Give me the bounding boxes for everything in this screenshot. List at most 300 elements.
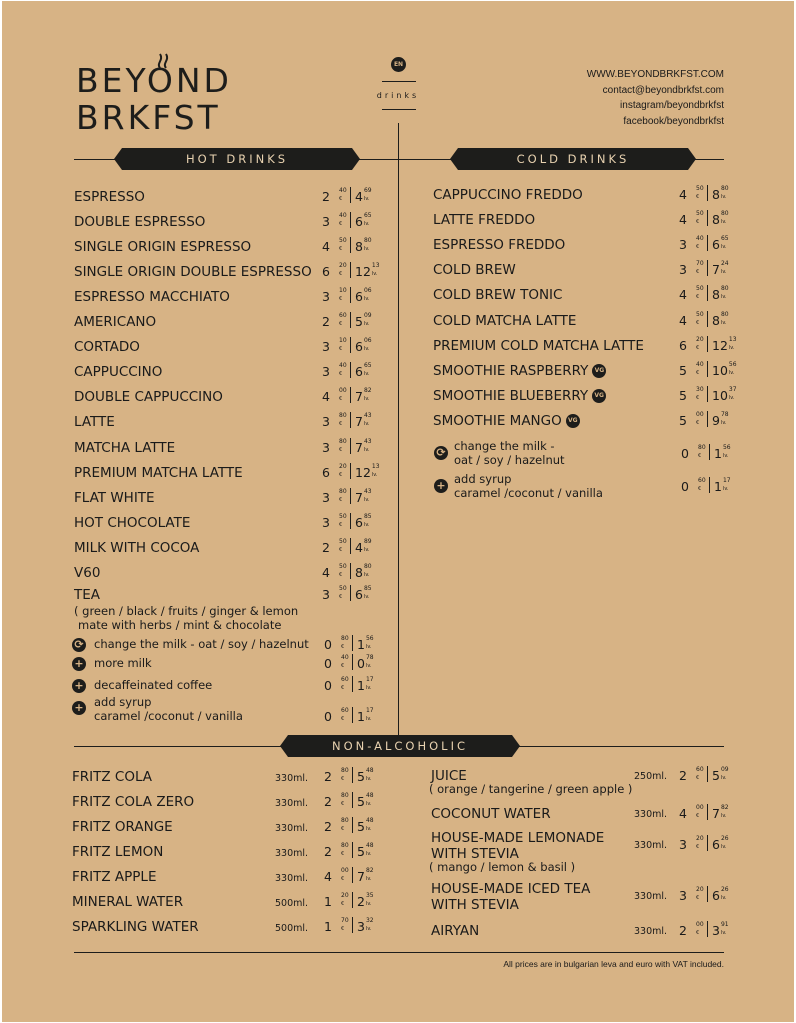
price-lv: 6 06 lv. xyxy=(355,287,372,304)
hot-item-name: LATTE xyxy=(74,414,115,430)
price xyxy=(679,804,729,822)
price-eur: 0 60 € xyxy=(324,676,349,693)
price-lv: 12 13 lv. xyxy=(712,336,737,353)
currency-lv: lv. xyxy=(720,294,727,300)
price-lv: 3 32 lv. xyxy=(357,917,374,934)
price-lv: 5 48 lv. xyxy=(357,767,374,784)
footer-note: All prices are in bulgarian leva and euro with VAT included. xyxy=(503,959,724,969)
price-lv: 6 65 lv. xyxy=(712,235,729,252)
price-eur-cents: 50 xyxy=(339,563,347,570)
price-eur: 2 80 € xyxy=(324,792,349,809)
price-lv-cents: 26 xyxy=(720,886,729,893)
hot-item-name: SINGLE ORIGIN ESPRESSO xyxy=(74,239,252,255)
price-lv-cents: 91 xyxy=(720,921,729,928)
price-lv-cents: 85 xyxy=(363,585,372,592)
price xyxy=(679,766,729,784)
price-eur: 0 80 € xyxy=(324,635,349,652)
swap-icon: ⟳ xyxy=(434,446,448,460)
price-lv: 6 26 lv. xyxy=(712,886,729,903)
extra-text: more milk xyxy=(94,656,152,670)
non-alcoholic-banner: NON-ALCOHOLIC xyxy=(288,735,512,757)
extra-text: caramel /coconut / vanilla xyxy=(454,486,603,500)
price-lv: 3 91 lv. xyxy=(712,921,729,938)
currency-lv: lv. xyxy=(720,420,727,426)
price-lv: 1 17 lv. xyxy=(357,676,374,693)
currency-eur: € xyxy=(339,271,343,277)
price xyxy=(681,444,731,462)
currency-lv: lv. xyxy=(728,395,735,401)
price xyxy=(679,886,729,904)
currency-eur: € xyxy=(696,370,700,376)
price-lv-cents: 65 xyxy=(363,362,372,369)
price-lv-cents: 13 xyxy=(371,463,380,470)
currency-lv: lv. xyxy=(720,194,727,200)
price-eur: 3 10 € xyxy=(322,337,347,354)
price-lv-cents: 89 xyxy=(363,538,372,545)
price-eur: 0 40 € xyxy=(324,654,349,671)
hot-item-name: MILK WITH COCOA xyxy=(74,540,200,556)
price-lv-cents: 13 xyxy=(371,262,380,269)
price-eur-cents: 80 xyxy=(698,444,706,451)
price-eur-cents: 40 xyxy=(339,187,347,194)
hot-item-name: CAPPUCCINO xyxy=(74,364,163,380)
price-lv-cents: 80 xyxy=(720,185,729,192)
price-eur: 1 20 € xyxy=(324,892,349,909)
volume: 250ml. xyxy=(634,771,668,782)
currency-eur: € xyxy=(341,851,345,857)
price-lv-cents: 43 xyxy=(363,438,372,445)
price-eur-cents: 50 xyxy=(696,285,704,292)
price-lv: 8 80 lv. xyxy=(712,285,729,302)
facebook-link[interactable]: facebook/beyondbrkfst xyxy=(623,115,724,127)
drink-name: FRITZ COLA xyxy=(72,769,153,785)
contact-block xyxy=(587,67,724,129)
currency-lv: lv. xyxy=(365,663,372,669)
price xyxy=(679,835,729,853)
price xyxy=(322,187,372,205)
price-eur: 3 50 € xyxy=(322,585,347,602)
price-eur-cents: 80 xyxy=(341,635,349,642)
currency-lv: lv. xyxy=(371,271,378,277)
price-eur-cents: 50 xyxy=(696,210,704,217)
price-divider xyxy=(350,237,351,253)
price-eur: 2 00 € xyxy=(679,921,704,938)
volume: 500ml. xyxy=(275,898,309,909)
price-lv-cents: 56 xyxy=(365,635,374,642)
price-divider xyxy=(352,817,353,833)
price-eur: 0 60 € xyxy=(681,477,706,494)
price-divider xyxy=(352,867,353,883)
price-lv: 0 78 lv. xyxy=(357,654,374,671)
tea-note: ( green / black / fruits / ginger & lemon xyxy=(74,604,299,618)
currency-eur: € xyxy=(341,716,345,722)
language-badge[interactable]: EN xyxy=(391,57,406,72)
drink-name: FRITZ COLA ZERO xyxy=(72,794,195,810)
price-lv: 7 43 lv. xyxy=(355,488,372,505)
price-lv-cents: 17 xyxy=(365,707,374,714)
price xyxy=(324,635,374,653)
price-divider xyxy=(350,262,351,278)
price-lv: 7 24 lv. xyxy=(712,260,729,277)
drink-note: ( orange / tangerine / green apple ) xyxy=(429,782,633,796)
price-lv: 4 89 lv. xyxy=(355,538,372,555)
volume: 330ml. xyxy=(275,823,309,834)
price-eur: 4 00 € xyxy=(679,804,704,821)
price-divider xyxy=(707,804,708,820)
currency-lv: lv. xyxy=(365,716,372,722)
volume: 330ml. xyxy=(275,873,309,884)
price-lv-cents: 80 xyxy=(363,237,372,244)
price-eur: 3 40 € xyxy=(679,235,704,252)
currency-eur: € xyxy=(341,826,345,832)
price xyxy=(322,538,372,556)
currency-lv: lv. xyxy=(728,345,735,351)
currency-eur: € xyxy=(339,572,343,578)
price-lv-cents: 13 xyxy=(728,336,737,343)
currency-eur: € xyxy=(339,246,343,252)
hot-item-name: MATCHA LATTE xyxy=(74,440,176,456)
website-link[interactable]: WWW.BEYONDBRKFST.COM xyxy=(586,69,724,80)
price xyxy=(322,412,372,430)
vegan-icon: VG xyxy=(566,414,580,428)
price-divider xyxy=(707,386,708,402)
price-lv: 1 56 lv. xyxy=(714,444,731,461)
price-divider xyxy=(707,311,708,327)
drink-name: FRITZ ORANGE xyxy=(72,819,173,835)
currency-lv: lv. xyxy=(363,547,370,553)
price-lv: 6 65 lv. xyxy=(355,212,372,229)
volume: 330ml. xyxy=(634,926,668,937)
cold-item-name: SMOOTHIE RASPBERRY VG xyxy=(433,363,606,379)
currency-lv: lv. xyxy=(720,844,727,850)
price-lv: 5 48 lv. xyxy=(357,842,374,859)
price-lv: 8 80 lv. xyxy=(712,185,729,202)
extra-text: caramel /coconut / vanilla xyxy=(94,709,243,723)
price-lv: 7 82 lv. xyxy=(357,867,374,884)
currency-lv: lv. xyxy=(363,396,370,402)
price-divider xyxy=(707,411,708,427)
price-lv: 12 13 lv. xyxy=(355,262,380,279)
price-lv: 5 09 lv. xyxy=(712,766,729,783)
price-eur: 3 80 € xyxy=(322,412,347,429)
hot-drinks-banner: HOT DRINKS xyxy=(122,148,352,170)
price-eur: 6 20 € xyxy=(322,262,347,279)
price-eur-cents: 10 xyxy=(339,287,347,294)
price xyxy=(324,707,374,725)
currency-lv: lv. xyxy=(363,572,370,578)
price-eur-cents: 50 xyxy=(339,538,347,545)
currency-eur: € xyxy=(339,221,343,227)
plus-icon: + xyxy=(434,479,448,493)
price-lv: 1 17 lv. xyxy=(357,707,374,724)
volume: 330ml. xyxy=(634,840,668,851)
price-lv-cents: 43 xyxy=(363,412,372,419)
price-divider xyxy=(350,412,351,428)
price xyxy=(681,477,731,495)
price xyxy=(322,312,372,330)
currency-eur: € xyxy=(339,594,343,600)
currency-eur: € xyxy=(696,294,700,300)
volume: 330ml. xyxy=(634,891,668,902)
price xyxy=(322,237,372,255)
currency-eur: € xyxy=(339,346,343,352)
price-eur-cents: 50 xyxy=(696,185,704,192)
cold-item-name: ESPRESSO FREDDO xyxy=(433,237,566,253)
price-eur: 0 60 € xyxy=(324,707,349,724)
price-eur-cents: 00 xyxy=(696,411,704,418)
currency-eur: € xyxy=(341,801,345,807)
price-lv-cents: 82 xyxy=(365,867,374,874)
price-eur-cents: 70 xyxy=(341,917,349,924)
price-eur: 4 50 € xyxy=(679,210,704,227)
currency-lv: lv. xyxy=(720,895,727,901)
price-lv: 7 43 lv. xyxy=(355,412,372,429)
price-eur: 5 00 € xyxy=(679,411,704,428)
price xyxy=(324,892,374,910)
price xyxy=(322,387,372,405)
price-lv: 6 65 lv. xyxy=(355,362,372,379)
currency-lv: lv. xyxy=(371,472,378,478)
currency-lv: lv. xyxy=(720,775,727,781)
price-lv-cents: 80 xyxy=(720,210,729,217)
price-eur: 2 50 € xyxy=(322,538,347,555)
price-divider xyxy=(352,635,353,651)
price-eur: 2 60 € xyxy=(679,766,704,783)
price xyxy=(679,361,737,379)
price xyxy=(322,463,380,481)
price xyxy=(324,917,374,935)
logo-line2: BRKFST xyxy=(76,98,221,137)
cold-item-name: PREMIUM COLD MATCHA LATTE xyxy=(433,338,644,354)
currency-lv: lv. xyxy=(363,522,370,528)
price xyxy=(679,260,729,278)
price-divider xyxy=(707,835,708,851)
price xyxy=(679,185,729,203)
price-lv-cents: 17 xyxy=(722,477,731,484)
price-lv-cents: 82 xyxy=(363,387,372,394)
price-eur-cents: 50 xyxy=(696,311,704,318)
price-lv: 5 09 lv. xyxy=(355,312,372,329)
currency-lv: lv. xyxy=(363,371,370,377)
cold-item-name: COLD MATCHA LATTE xyxy=(433,313,577,329)
price-lv-cents: 09 xyxy=(720,766,729,773)
vegan-icon: VG xyxy=(592,389,606,403)
price-eur-cents: 00 xyxy=(341,867,349,874)
price-eur-cents: 10 xyxy=(339,337,347,344)
price-eur: 3 80 € xyxy=(322,488,347,505)
currency-eur: € xyxy=(696,895,700,901)
currency-eur: € xyxy=(341,663,345,669)
price xyxy=(679,235,729,253)
drink-name: FRITZ APPLE xyxy=(72,869,157,885)
currency-eur: € xyxy=(696,194,700,200)
drink-name: COCONUT WATER xyxy=(431,806,551,822)
price-divider xyxy=(352,842,353,858)
price-divider xyxy=(352,917,353,933)
currency-eur: € xyxy=(696,813,700,819)
currency-lv: lv. xyxy=(363,296,370,302)
price-lv: 8 80 lv. xyxy=(355,237,372,254)
currency-lv: lv. xyxy=(365,776,372,782)
section-label: drinks xyxy=(376,91,420,100)
price-divider xyxy=(350,337,351,353)
price-eur: 2 80 € xyxy=(324,842,349,859)
price-lv: 12 13 lv. xyxy=(355,463,380,480)
price-divider xyxy=(350,287,351,303)
price-eur-cents: 20 xyxy=(696,835,704,842)
price-lv: 8 80 lv. xyxy=(712,210,729,227)
drink-name: HOUSE-MADE LEMONADE xyxy=(431,830,605,846)
price xyxy=(679,285,729,303)
price-lv-cents: 69 xyxy=(363,187,372,194)
price-eur-cents: 60 xyxy=(696,766,704,773)
hot-item-name: DOUBLE ESPRESSO xyxy=(74,214,206,230)
price-lv-cents: 48 xyxy=(365,817,374,824)
currency-lv: lv. xyxy=(365,826,372,832)
currency-eur: € xyxy=(696,345,700,351)
plus-icon: + xyxy=(72,679,86,693)
price-lv: 7 82 lv. xyxy=(355,387,372,404)
price-eur: 4 50 € xyxy=(322,563,347,580)
price-lv-cents: 78 xyxy=(365,654,374,661)
price-divider xyxy=(707,185,708,201)
currency-eur: € xyxy=(698,453,702,459)
currency-eur: € xyxy=(696,930,700,936)
price-lv: 8 80 lv. xyxy=(712,311,729,328)
price-eur: 1 70 € xyxy=(324,917,349,934)
hot-item-name: V60 xyxy=(74,565,101,581)
price-eur: 4 50 € xyxy=(679,311,704,328)
currency-lv: lv. xyxy=(363,346,370,352)
price xyxy=(324,767,374,785)
price xyxy=(322,262,380,280)
price-divider xyxy=(352,676,353,692)
price-eur-cents: 50 xyxy=(339,585,347,592)
menu-page xyxy=(2,1,794,1022)
price xyxy=(679,336,737,354)
drink-name: MINERAL WATER xyxy=(72,894,184,910)
drink-name: WITH STEVIA xyxy=(431,846,519,862)
plus-icon: + xyxy=(72,657,86,671)
price-lv-cents: 65 xyxy=(363,212,372,219)
price xyxy=(322,438,372,456)
currency-eur: € xyxy=(339,497,343,503)
price-lv-cents: 78 xyxy=(720,411,729,418)
price-lv-cents: 17 xyxy=(365,676,374,683)
price-eur: 3 70 € xyxy=(679,260,704,277)
hot-item-name: FLAT WHITE xyxy=(74,490,155,506)
price-divider xyxy=(350,585,351,601)
currency-lv: lv. xyxy=(720,320,727,326)
price-eur: 3 40 € xyxy=(322,362,347,379)
price-eur-cents: 60 xyxy=(341,707,349,714)
cold-item-name: COLD BREW TONIC xyxy=(433,287,563,303)
price-divider xyxy=(350,488,351,504)
price-lv: 1 56 lv. xyxy=(357,635,374,652)
drink-name: AIRYAN xyxy=(431,923,480,939)
price-divider xyxy=(350,563,351,579)
price-divider xyxy=(352,792,353,808)
volume: 330ml. xyxy=(634,809,668,820)
price-lv-cents: 56 xyxy=(728,361,737,368)
currency-eur: € xyxy=(341,926,345,932)
price-divider xyxy=(352,654,353,670)
price xyxy=(324,792,374,810)
price-lv-cents: 06 xyxy=(363,337,372,344)
currency-eur: € xyxy=(696,395,700,401)
email-link[interactable]: contact@beyondbrkfst.com xyxy=(602,84,724,96)
currency-eur: € xyxy=(696,320,700,326)
hot-item-name: DOUBLE CAPPUCCINO xyxy=(74,389,223,405)
cold-drinks-banner: COLD DRINKS xyxy=(458,148,688,170)
price-eur-cents: 60 xyxy=(341,676,349,683)
hot-item-name: AMERICANO xyxy=(74,314,157,330)
price-lv-cents: 24 xyxy=(720,260,729,267)
price-eur: 2 60 € xyxy=(322,312,347,329)
price-eur-cents: 60 xyxy=(698,477,706,484)
price-divider xyxy=(350,387,351,403)
price-divider xyxy=(707,260,708,276)
price-eur: 2 40 € xyxy=(322,187,347,204)
price-eur-cents: 50 xyxy=(339,513,347,520)
cold-item-name: SMOOTHIE BLUEBERRY VG xyxy=(433,388,606,404)
price-lv-cents: 56 xyxy=(722,444,731,451)
hot-item-name: HOT CHOCOLATE xyxy=(74,515,191,531)
currency-eur: € xyxy=(341,644,345,650)
price-lv: 1 17 lv. xyxy=(714,477,731,494)
price-lv-cents: 06 xyxy=(363,287,372,294)
price-eur: 3 20 € xyxy=(679,835,704,852)
price xyxy=(324,867,374,885)
price xyxy=(322,488,372,506)
currency-eur: € xyxy=(339,472,343,478)
hot-item-name: TEA xyxy=(74,587,101,603)
price-eur: 5 30 € xyxy=(679,386,704,403)
price-eur: 4 50 € xyxy=(679,285,704,302)
swap-icon: ⟳ xyxy=(72,638,86,652)
price-divider xyxy=(707,766,708,782)
price-eur-cents: 80 xyxy=(339,412,347,419)
price-lv: 5 48 lv. xyxy=(357,792,374,809)
price-lv-cents: 48 xyxy=(365,792,374,799)
price-eur-cents: 80 xyxy=(341,767,349,774)
currency-eur: € xyxy=(339,371,343,377)
price-eur: 3 20 € xyxy=(679,886,704,903)
instagram-link[interactable]: instagram/beyondbrkfst xyxy=(620,100,724,111)
price-eur-cents: 60 xyxy=(339,312,347,319)
price-eur-cents: 80 xyxy=(339,438,347,445)
price-divider xyxy=(350,362,351,378)
price-eur-cents: 80 xyxy=(341,817,349,824)
price-eur: 6 20 € xyxy=(679,336,704,353)
extra-text: decaffeinated coffee xyxy=(94,678,213,692)
plus-icon: + xyxy=(72,701,86,715)
drink-note: ( mango / lemon & basil ) xyxy=(429,860,576,874)
price-eur: 3 50 € xyxy=(322,513,347,530)
currency-lv: lv. xyxy=(720,813,727,819)
price-lv-cents: 65 xyxy=(720,235,729,242)
price-eur-cents: 00 xyxy=(696,921,704,928)
price-divider xyxy=(707,361,708,377)
price-eur-cents: 40 xyxy=(341,654,349,661)
price-eur-cents: 40 xyxy=(696,361,704,368)
price-eur-cents: 20 xyxy=(696,336,704,343)
drink-name: FRITZ LEMON xyxy=(72,844,164,860)
price-divider xyxy=(709,444,710,460)
currency-eur: € xyxy=(341,685,345,691)
cold-item-name: SMOOTHIE MANGO VG xyxy=(433,413,580,429)
price-eur-cents: 20 xyxy=(696,886,704,893)
